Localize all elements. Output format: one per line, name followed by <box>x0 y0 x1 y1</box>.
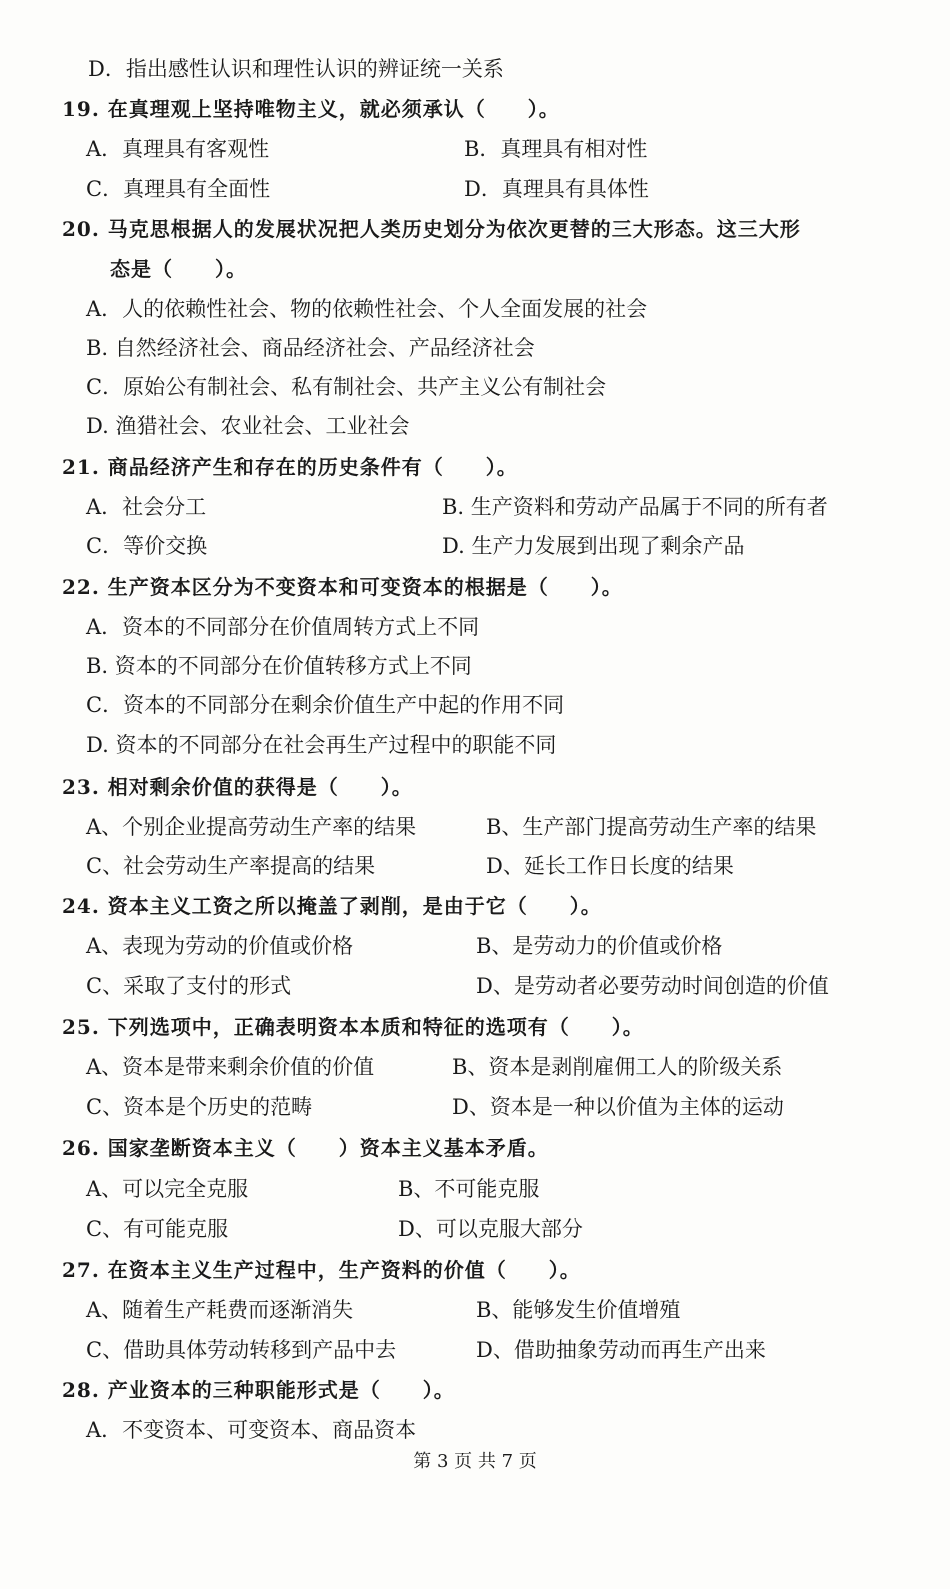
q24-option-b: B、是劳动力的价值或价格 <box>476 934 723 958</box>
q24-option-d: D、是劳动者必要劳动时间创造的价值 <box>476 974 829 998</box>
question-19: 19. 在真理观上坚持唯物主义，就必须承认（ ）。 <box>62 97 560 121</box>
q25-option-d: D、资本是一种以价值为主体的运动 <box>452 1095 784 1119</box>
q22-option-b: B. 资本的不同部分在价值转移方式上不同 <box>86 654 472 678</box>
q26-option-a: A、可以完全克服 <box>86 1177 249 1201</box>
q26-option-d: D、可以克服大部分 <box>398 1217 583 1241</box>
q23-option-c: C、社会劳动生产率提高的结果 <box>86 854 376 878</box>
q27-option-a: A、随着生产耗费而逐渐消失 <box>86 1298 354 1322</box>
q21-option-a: A．社会分工 <box>86 495 207 519</box>
q19-option-c: C．真理具有全面性 <box>86 177 271 201</box>
q22-option-c: C．资本的不同部分在剩余价值生产中起的作用不同 <box>86 693 565 717</box>
q22-option-d: D. 资本的不同部分在社会再生产过程中的职能不同 <box>86 733 557 757</box>
q19-option-a: A．真理具有客观性 <box>86 137 270 161</box>
q20-option-b: B. 自然经济社会、商品经济社会、产品经济社会 <box>86 336 535 360</box>
q18-option-d: D．指出感性认识和理性认识的辨证统一关系 <box>88 57 504 81</box>
q28-option-a: A．不变资本、可变资本、商品资本 <box>86 1418 417 1442</box>
q26-option-b: B、不可能克服 <box>398 1177 540 1201</box>
q19-option-d: D．真理具有具体性 <box>464 177 649 201</box>
q27-option-d: D、借助抽象劳动而再生产出来 <box>476 1338 766 1362</box>
q26-option-c: C、有可能克服 <box>86 1217 229 1241</box>
q27-option-b: B、能够发生价值增殖 <box>476 1298 681 1322</box>
question-21: 21. 商品经济产生和存在的历史条件有（ ）。 <box>62 455 518 479</box>
question-25: 25. 下列选项中，正确表明资本本质和特征的选项有（ ）。 <box>62 1015 644 1039</box>
q24-option-a: A、表现为劳动的价值或价格 <box>86 934 354 958</box>
q25-option-c: C、资本是个历史的范畴 <box>86 1095 313 1119</box>
question-24: 24. 资本主义工资之所以掩盖了剥削，是由于它（ ）。 <box>62 894 602 918</box>
q23-option-a: A、个别企业提高劳动生产率的结果 <box>86 815 417 839</box>
q22-option-a: A．资本的不同部分在价值周转方式上不同 <box>86 615 480 639</box>
question-28: 28. 产业资本的三种职能形式是（ ）。 <box>62 1378 455 1402</box>
q21-option-d: D. 生产力发展到出现了剩余产品 <box>442 534 745 558</box>
q25-option-b: B、资本是剥削雇佣工人的阶级关系 <box>452 1055 783 1079</box>
q20-option-d: D. 渔猎社会、农业社会、工业社会 <box>86 414 410 438</box>
q25-option-a: A、资本是带来剩余价值的价值 <box>86 1055 375 1079</box>
q19-option-b: B．真理具有相对性 <box>464 137 648 161</box>
q27-option-c: C、借助具体劳动转移到产品中去 <box>86 1338 397 1362</box>
q24-option-c: C、采取了支付的形式 <box>86 974 292 998</box>
q20-option-a: A．人的依赖性社会、物的依赖性社会、个人全面发展的社会 <box>86 297 648 321</box>
q20-option-c: C．原始公有制社会、私有制社会、共产主义公有制社会 <box>86 375 607 399</box>
q23-option-b: B、生产部门提高劳动生产率的结果 <box>486 815 817 839</box>
question-26: 26. 国家垄断资本主义（ ）资本主义基本矛盾。 <box>62 1136 549 1160</box>
q21-option-c: C．等价交换 <box>86 534 208 558</box>
question-23: 23. 相对剩余价值的获得是（ ）。 <box>62 775 413 799</box>
q23-option-d: D、延长工作日长度的结果 <box>486 854 734 878</box>
question-22: 22. 生产资本区分为不变资本和可变资本的根据是（ ）。 <box>62 575 623 599</box>
question-20-cont: 态是（ ）。 <box>110 257 247 281</box>
question-27: 27. 在资本主义生产过程中，生产资料的价值（ ）。 <box>62 1258 581 1282</box>
q21-option-b: B. 生产资料和劳动产品属于不同的所有者 <box>442 495 828 519</box>
question-20: 20. 马克思根据人的发展状况把人类历史划分为依次更替的三大形态。这三大形 <box>62 217 801 241</box>
page-number-footer: 第 3 页 共 7 页 <box>413 1451 537 1472</box>
